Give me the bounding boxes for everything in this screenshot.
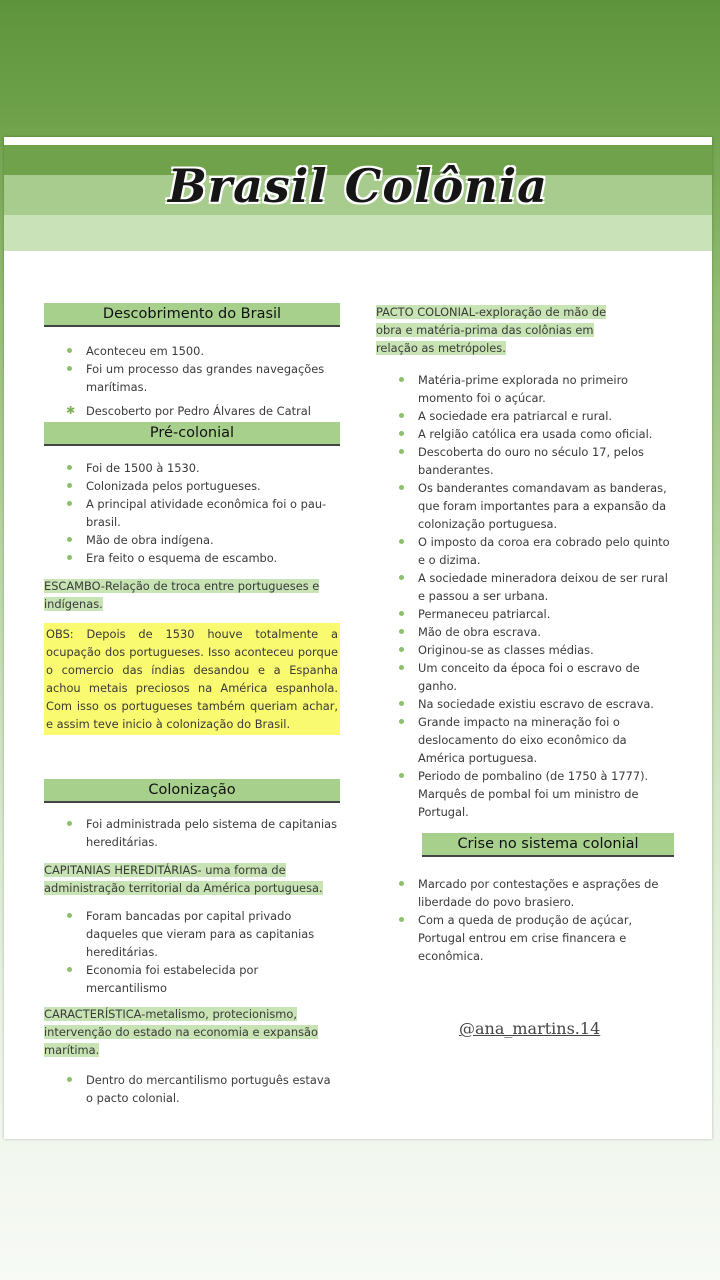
bullet-icon xyxy=(399,449,404,454)
header-band-light xyxy=(4,215,712,251)
author-signature: @ana_martins.14 xyxy=(459,1019,601,1038)
bullet-icon xyxy=(399,881,404,886)
bullet-icon xyxy=(399,485,404,490)
heading-crise: Crise no sistema colonial xyxy=(422,833,674,857)
list-item: A principal atividade econômica foi o pau-brasil. xyxy=(44,495,340,531)
list-item: Os banderantes comandavam as banderas, que foram importantes para a expansão da colonização portuguesa. xyxy=(376,479,674,533)
bullet-icon xyxy=(67,821,72,826)
list-item: Colonizada pelos portugueses. xyxy=(44,477,340,495)
list-item: Originou-se as classes médias. xyxy=(376,641,674,659)
bullet-icon xyxy=(399,629,404,634)
list-item: Descoberta do ouro no século 17, pelos banderantes. xyxy=(376,443,674,479)
bullet-icon xyxy=(67,501,72,506)
bullet-icon xyxy=(399,611,404,616)
bullet-icon xyxy=(67,1077,72,1082)
list-item: Mão de obra escrava. xyxy=(376,623,674,641)
heading-pre-colonial: Pré-colonial xyxy=(44,422,340,446)
bullet-icon xyxy=(399,377,404,382)
list-item: Foi um processo das grandes navegações marítimas. xyxy=(44,360,340,396)
obs-note: OBS: Depois de 1530 houve totalmente a ocupação dos portugueses. Isso aconteceu porque o comercio das índias desandou e a Espanha achou metais preciosos na América espanhola. Com isso os portugueses também queriam achar, e assim teve inicio à colonização do Brasil. xyxy=(44,623,340,735)
bullet-icon xyxy=(67,555,72,560)
list-capitanias xyxy=(44,907,340,997)
list-item: Matéria-prime explorada no primeiro momento foi o açúcar. xyxy=(376,371,674,407)
list-colonizacao xyxy=(44,815,340,851)
list-item: Marcado por contestações e asprações de liberdade do povo brasiero. xyxy=(376,875,674,911)
list-crise xyxy=(376,875,674,965)
heading-descobrimento: Descobrimento do Brasil xyxy=(44,303,340,327)
bullet-icon xyxy=(399,719,404,724)
list-item: Grande impacto na mineração foi o deslocamento do eixo econômico da América portuguesa. xyxy=(376,713,674,767)
list-item: ✱ Descoberto por Pedro Álvares de Catral xyxy=(66,404,311,418)
list-item: Na sociedade existiu escravo de escrava. xyxy=(376,695,674,713)
list-item: Foram bancadas por capital privado daqueles que vieram para as capitanias hereditárias. xyxy=(44,907,340,961)
bullet-icon xyxy=(67,348,72,353)
list-item: Mão de obra indígena. xyxy=(44,531,340,549)
list-item: Com a queda de produção de açúcar, Portugal entrou em crise financera e econômica. xyxy=(376,911,674,965)
bullet-icon xyxy=(67,913,72,918)
left-column xyxy=(44,303,340,1107)
list-item: Periodo de pombalino (de 1750 à 1777). Marquês de pombal foi um ministro de Portugal. xyxy=(376,767,674,821)
list-item: A sociedade era patriarcal e rural. xyxy=(376,407,674,425)
bullet-icon xyxy=(399,773,404,778)
page-title: Brasil Colônia xyxy=(168,159,548,213)
bullet-icon xyxy=(399,701,404,706)
star-bullet-icon: ✱ xyxy=(66,404,76,417)
list-item: A sociedade mineradora deixou de ser rural e passou a ser urbana. xyxy=(376,569,674,605)
list-item: Um conceito da época foi o escravo de ganho. xyxy=(376,659,674,695)
bullet-icon xyxy=(67,483,72,488)
list-caracteristica xyxy=(44,1071,340,1107)
list-item: Permaneceu patriarcal. xyxy=(376,605,674,623)
list-item: Foi de 1500 à 1530. xyxy=(44,459,340,477)
bullet-icon xyxy=(67,537,72,542)
list-item: Economia foi estabelecida por mercantilismo xyxy=(44,961,340,997)
bullet-icon xyxy=(67,465,72,470)
bullet-icon xyxy=(399,665,404,670)
bullet-icon xyxy=(399,413,404,418)
list-pacto xyxy=(376,371,674,821)
pacto-definition: PACTO COLONIAL-exploração de mão de obra e matéria-prima das colônias em relação as metrópoles. xyxy=(376,305,607,355)
escambo-definition: ESCAMBO-Relação de troca entre portugueses e indígenas. xyxy=(44,579,320,611)
bullet-icon xyxy=(67,967,72,972)
capitanias-definition: CAPITANIAS HEREDITÁRIAS- uma forma de administração territorial da América portuguesa. xyxy=(44,863,323,895)
list-pre-colonial xyxy=(44,459,340,567)
bullet-icon xyxy=(399,917,404,922)
bullet-icon xyxy=(67,366,72,371)
bullet-icon xyxy=(399,575,404,580)
heading-colonizacao: Colonização xyxy=(44,779,340,803)
list-item: O imposto da coroa era cobrado pelo quinto e o dizima. xyxy=(376,533,674,569)
list-descobrimento xyxy=(44,342,340,420)
list-item: Era feito o esquema de escambo. xyxy=(44,549,340,567)
list-item: Foi administrada pelo sistema de capitanias hereditárias. xyxy=(44,815,340,851)
study-sheet xyxy=(4,137,712,1139)
bullet-icon xyxy=(399,539,404,544)
bullet-icon xyxy=(399,647,404,652)
list-item: Aconteceu em 1500. xyxy=(44,342,340,360)
list-item: A relgião católica era usada como oficial. xyxy=(376,425,674,443)
caracteristica-definition: CARACTERÍSTICA-metalismo, protecionismo, intervenção do estado na economia e expansão marítima. xyxy=(44,1007,318,1057)
list-item: Dentro do mercantilismo português estava o pacto colonial. xyxy=(44,1071,340,1107)
bullet-icon xyxy=(399,431,404,436)
right-column xyxy=(376,303,674,965)
